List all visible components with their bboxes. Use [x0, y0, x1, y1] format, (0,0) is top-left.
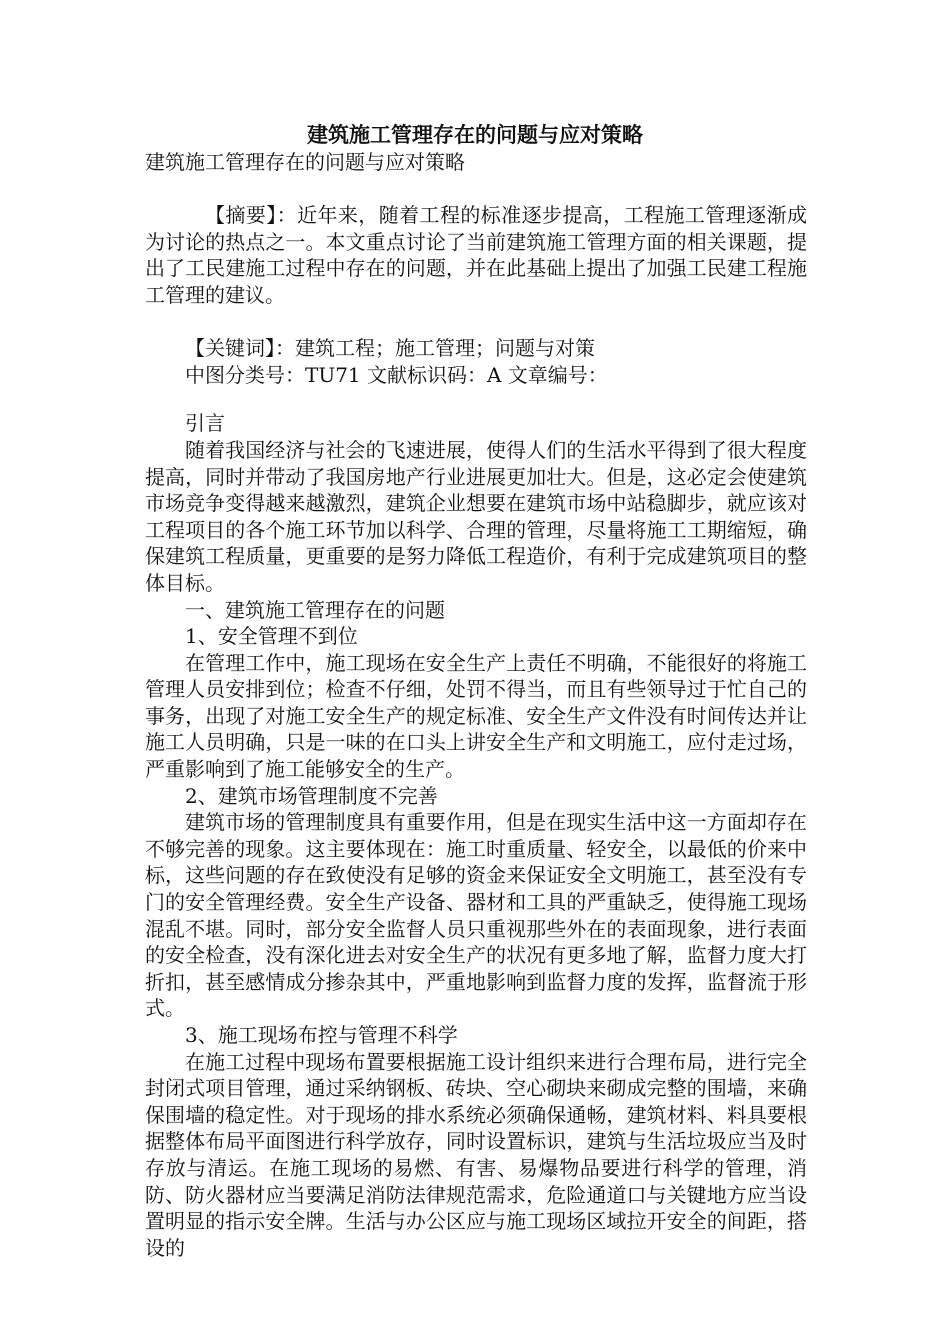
document-title: 建筑施工管理存在的问题与应对策略 [307, 122, 643, 147]
spacer [145, 176, 807, 203]
keywords-line: 【关键词】：建筑工程；施工管理；问题与对策 [185, 336, 595, 361]
document-subtitle: 建筑施工管理存在的问题与应对策略 [145, 150, 465, 174]
subsection-heading-3: 3、施工现场布控与管理不科学 [185, 1023, 458, 1047]
subsection-heading-2: 2、建筑市场管理制度不完善 [185, 783, 438, 808]
subsection-paragraph-1: 在管理工作中，施工现场在安全生产上责任不明确，不能很好的将施工管理人员安排到位；检查不仔细，处罚不得当，而且有些领导过于忙自己的事务，出现了对施工安全生产的规定标准、安全生产文件没有时间传达并让施工人员明确，只是一味的在口头上讲安全生产和文明施工，应付走过场，严重影响到了施工能够安全的生产。 [145, 650, 807, 782]
subsection-paragraph-2: 建筑市场的管理制度具有重要作用，但是在现实生活中这一方面却存在不够完善的现象。这主要体现在：施工时重质量、轻安全，以最低的价来中标，这些问题的存在致使没有足够的资金来保证安全文明施工，甚至没有专门的安全管理经费。安全生产设备、器材和工具的严重缺乏，使得施工现场混乱不堪。同时，部分安全监督人员只重视那些外在的表面现象，进行表面的安全检查，没有深化进去对安全生产的状况有更多地了解，监督力度大打折扣，甚至感情成分掺杂其中，严重地影响到监督力度的发挥，监督流于形式。 [145, 810, 807, 1021]
subsection-paragraph-3: 在施工过程中现场布置要根据施工设计组织来进行合理布局，进行完全封闭式项目管理，通过采纳钢板、砖块、空心砌块来砌成完整的围墙，来确保围墙的稳定性。对于现场的排水系统必须确保通畅，建筑材料、料具要根据整体布局平面图进行科学放存，同时设置标识，建筑与生活垃圾应当及时存放与清运。在施工现场的易燃、有害、易爆物品要进行科学的管理，消防、防火器材应当要满足消防法律规范需求，危险通道口与关键地方应当设置明显的指示安全牌。生活与办公区应与施工现场区域拉开安全的间距，搭设的 [145, 1049, 807, 1260]
spacer [145, 309, 807, 336]
intro-paragraph: 随着我国经济与社会的飞速进展，使得人们的生活水平得到了很大程度提高，同时并带动了我国房地产行业进展更加壮大。但是，这必定会使建筑市场竞争变得越来越激烈，建筑企业想要在建筑市场中站稳脚步，就应该对工程项目的各个施工环节加以科学、合理的管理，尽量将施工工期缩短，确保建筑工程质量，更重要的是努力降低工程造价，有利于完成建筑项目的整体目标。 [145, 437, 807, 595]
spacer [145, 388, 807, 410]
document-body [145, 149, 807, 1261]
intro-heading: 引言 [185, 411, 225, 436]
abstract-paragraph: 【摘要】：近年来，随着工程的标准逐步提高，工程施工管理逐渐成为讨论的热点之一。本文重点讨论了当前建筑施工管理方面的相关课题，提出了工民建施工过程中存在的问题，并在此基础上提出了加强工民建工程施工管理的建议。 [145, 203, 807, 307]
subsection-heading-1: 1、安全管理不到位 [185, 624, 358, 649]
classification-line: 中图分类号：TU71 文献标识码：A 文章编号： [185, 362, 608, 387]
section-heading: 一、建筑施工管理存在的问题 [185, 597, 445, 622]
